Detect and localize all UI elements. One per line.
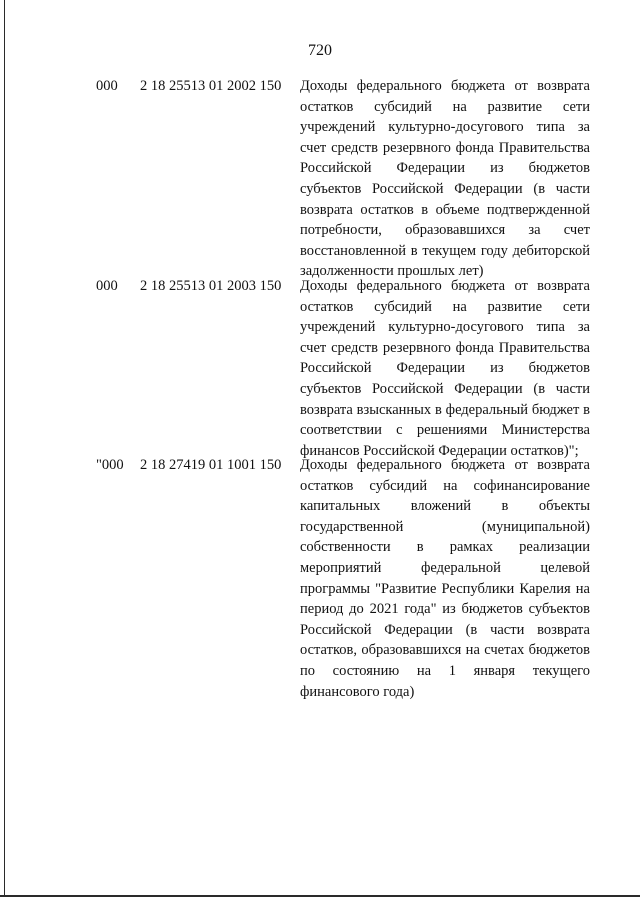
page-number: 720 (308, 42, 332, 59)
admin-code: 000 (96, 278, 118, 294)
page-bottom-edge (0, 895, 640, 897)
page-left-edge (4, 0, 5, 895)
entry-description: Доходы федерального бюджета от возврата остатков субсидий на софинансирование капитальных вложений в объекты государственной (муниципальной) собственности в рамках реализации мероприятий федеральной целевой программы "Развитие Республики Карелия на период до 2021 года" из бюджетов субъектов Российской Федерации (в части возврата остатков, образовавшихся на счетах бюджетов по состоянию на 1 января текущего финансового года) (300, 457, 590, 700)
admin-code: "000 (96, 457, 124, 473)
budget-code: 2 18 25513 01 2002 150 (140, 78, 282, 94)
entry-description: Доходы федерального бюджета от возврата остатков субсидий на развитие сети учреждений культурно-досугового типа за счет средств резервного фонда Правительства Российской Федерации из бюджетов субъектов Российской Федерации (в части возврата взысканных в федеральный бюджет в соответствии с решениями Министерства финансов Российской Федерации остатков)"; (300, 278, 590, 459)
budget-code: 2 18 25513 01 2003 150 (140, 278, 282, 294)
budget-code: 2 18 27419 01 1001 150 (140, 457, 282, 473)
entry-description: Доходы федерального бюджета от возврата остатков субсидий на развитие сети учреждений культурно-досугового типа за счет средств резервного фонда Правительства Российской Федерации из бюджетов субъектов Российской Федерации (в части возврата остатков в объеме подтвержденной потребности, образовавшихся за счет восстановленной в текущем году дебиторской задолженности прошлых лет) (300, 78, 590, 280)
admin-code: 000 (96, 78, 118, 94)
